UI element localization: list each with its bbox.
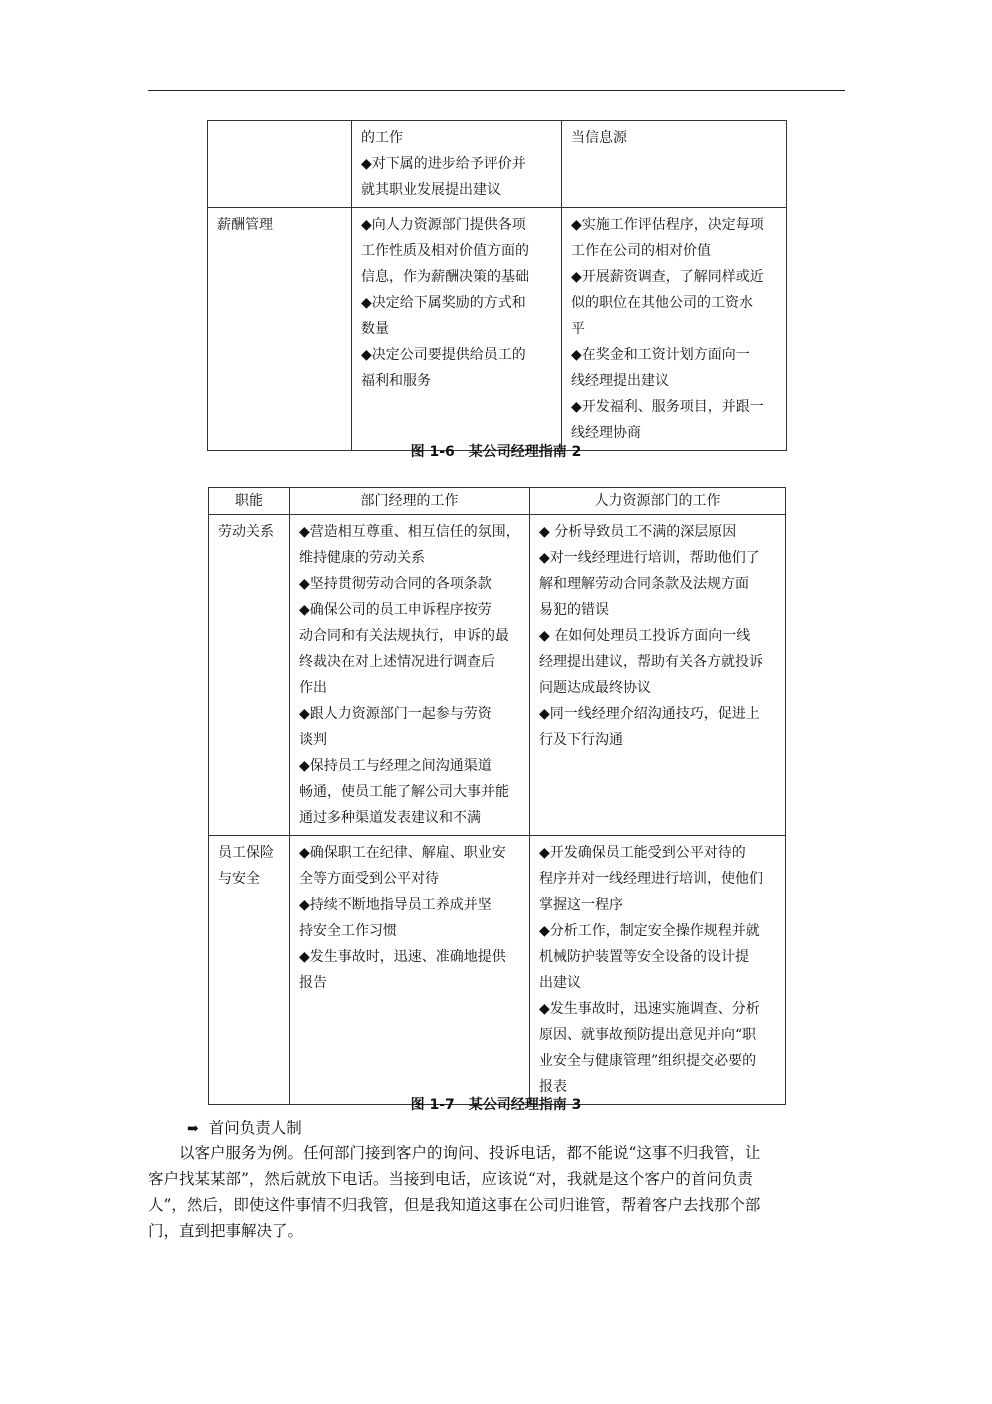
cell-line: ◆实施工作评估程序，决定每项: [571, 217, 764, 233]
paragraph-line: 人”，然后，即使这件事情不归我管，但是我知道这事在公司归谁管，帮着客户去找那个部: [148, 1196, 761, 1214]
cell-line: ◆营造相互尊重、相互信任的氛围，: [299, 524, 520, 540]
function-label: 劳动关系: [218, 524, 274, 540]
table-cell: [290, 515, 530, 836]
cell-line: ◆开发确保员工能受到公平对待的: [539, 845, 746, 861]
cell-line: 当信息源: [571, 130, 627, 146]
function-label: 与安全: [218, 871, 260, 887]
body-paragraph: [148, 1140, 845, 1244]
cell-line: 线经理协商: [571, 425, 641, 441]
cell-line: 解和理解劳动合同条款及法规方面: [539, 576, 749, 592]
cell-line: 易犯的错误: [539, 602, 609, 618]
cell-line: 问题达成最终协议: [539, 680, 651, 696]
column-header: 人力资源部门的工作: [530, 488, 786, 515]
function-cell: [208, 208, 352, 451]
figure-caption: 图 1-6 某公司经理指南 2: [410, 444, 582, 460]
cell-line: 平: [571, 321, 585, 337]
cell-line: ◆在奖金和工资计划方面向一: [571, 347, 750, 363]
cell-line: ◆持续不断地指导员工养成并坚: [299, 897, 492, 913]
cell-line: 终裁决在对上述情况进行调查后: [299, 654, 495, 670]
cell-line: ◆保持员工与经理之间沟通渠道: [299, 758, 492, 774]
table-cell: [352, 121, 562, 208]
cell-line: 就其职业发展提出建议: [361, 182, 501, 198]
cell-line: 持安全工作习惯: [299, 923, 397, 939]
cell-line: ◆发生事故时，迅速实施调查、分析: [539, 1001, 760, 1017]
cell-line: ◆对一线经理进行培训，帮助他们了: [539, 550, 760, 566]
cell-line: 工作性质及相对价值方面的: [361, 243, 529, 259]
column-header: 职能: [209, 488, 290, 515]
cell-line: 机械防护装置等安全设备的设计提: [539, 949, 749, 965]
table-cell: [208, 121, 352, 208]
table-row: [209, 515, 786, 836]
cell-line: 全等方面受到公平对待: [299, 871, 439, 887]
function-cell: [209, 836, 290, 1105]
cell-line: 动合同和有关法规执行，申诉的最: [299, 628, 509, 644]
cell-line: ◆确保职工在纪律、解雇、职业安: [299, 845, 506, 861]
cell-line: ◆ 分析导致员工不满的深层原因: [539, 524, 737, 540]
cell-line: 线经理提出建议: [571, 373, 669, 389]
header-rule: [148, 90, 845, 91]
paragraph-line: 以客户服务为例。任何部门接到客户的询问、投诉电话，都不能说“这事不归我管，让: [179, 1144, 761, 1162]
cell-line: 福利和服务: [361, 373, 431, 389]
table-row: [208, 208, 787, 451]
section-heading-text: 首问负责人制: [208, 1119, 302, 1137]
cell-line: 程序并对一线经理进行培训，使他们: [539, 871, 763, 887]
cell-line: ◆决定给下属奖励的方式和: [361, 295, 526, 311]
function-label: 员工保险: [218, 845, 274, 861]
table-row: [209, 836, 786, 1105]
cell-line: ◆决定公司要提供给员工的: [361, 347, 526, 363]
cell-line: 业安全与健康管理”组织提交必要的: [539, 1053, 757, 1069]
function-cell: [209, 515, 290, 836]
table-cell: [530, 515, 786, 836]
cell-line: 工作在公司的相对价值: [571, 243, 711, 259]
cell-line: ◆坚持贯彻劳动合同的各项条款: [299, 576, 492, 592]
cell-line: ◆同一线经理介绍沟通技巧，促进上: [539, 706, 760, 722]
cell-line: 行及下行沟通: [539, 732, 623, 748]
cell-line: ◆ 在如何处理员工投诉方面向一线: [539, 628, 751, 644]
paragraph-line: 客户找某某部”，然后就放下电话。当接到电话，应该说“对，我就是这个客户的首问负责: [148, 1170, 753, 1188]
cell-line: ◆开展薪资调查，了解同样或近: [571, 269, 764, 285]
cell-line: 似的职位在其他公司的工资水: [571, 295, 753, 311]
cell-line: ◆确保公司的员工申诉程序按劳: [299, 602, 492, 618]
cell-line: 作出: [299, 680, 327, 696]
cell-line: 的工作: [361, 130, 403, 146]
table-cell: [562, 208, 787, 451]
table-cell: [562, 121, 787, 208]
cell-line: ◆分析工作，制定安全操作规程并就: [539, 923, 760, 939]
cell-line: 信息，作为薪酬决策的基础: [361, 269, 529, 285]
table-header-row: [209, 488, 786, 515]
cell-line: ◆发生事故时，迅速、准确地提供: [299, 949, 506, 965]
table-cell: [352, 208, 562, 451]
column-header: 部门经理的工作: [290, 488, 530, 515]
table-cell: [530, 836, 786, 1105]
cell-line: 维持健康的劳动关系: [299, 550, 425, 566]
arrow-right-icon: ➡: [187, 1121, 199, 1137]
cell-line: 数量: [361, 321, 389, 337]
cell-line: 出建议: [539, 975, 581, 991]
cell-line: ◆开发福利、服务项目，并跟一: [571, 399, 764, 415]
manager-guide-table-3: [208, 487, 786, 1105]
figure-caption: 图 1-7 某公司经理指南 3: [410, 1097, 582, 1113]
function-label: 薪酬管理: [217, 217, 273, 233]
cell-line: 经理提出建议，帮助有关各方就投诉: [539, 654, 763, 670]
cell-line: 掌握这一程序: [539, 897, 623, 913]
cell-line: 报告: [299, 975, 327, 991]
section-heading: [187, 1116, 302, 1141]
cell-line: 谈判: [299, 732, 327, 748]
cell-line: ◆跟人力资源部门一起参与劳资: [299, 706, 492, 722]
manager-guide-table-2: [207, 120, 787, 451]
cell-line: 报表: [539, 1079, 567, 1095]
cell-line: 通过多种渠道发表建议和不满: [299, 810, 481, 826]
paragraph-line: 门，直到把事解决了。: [148, 1222, 304, 1240]
table-cell: [290, 836, 530, 1105]
cell-line: ◆向人力资源部门提供各项: [361, 217, 526, 233]
cell-line: ◆对下属的进步给予评价并: [361, 156, 526, 172]
cell-line: 畅通，使员工能了解公司大事并能: [299, 784, 509, 800]
cell-line: 原因、就事故预防提出意见并向“职: [539, 1027, 757, 1043]
table-row: [208, 121, 787, 208]
